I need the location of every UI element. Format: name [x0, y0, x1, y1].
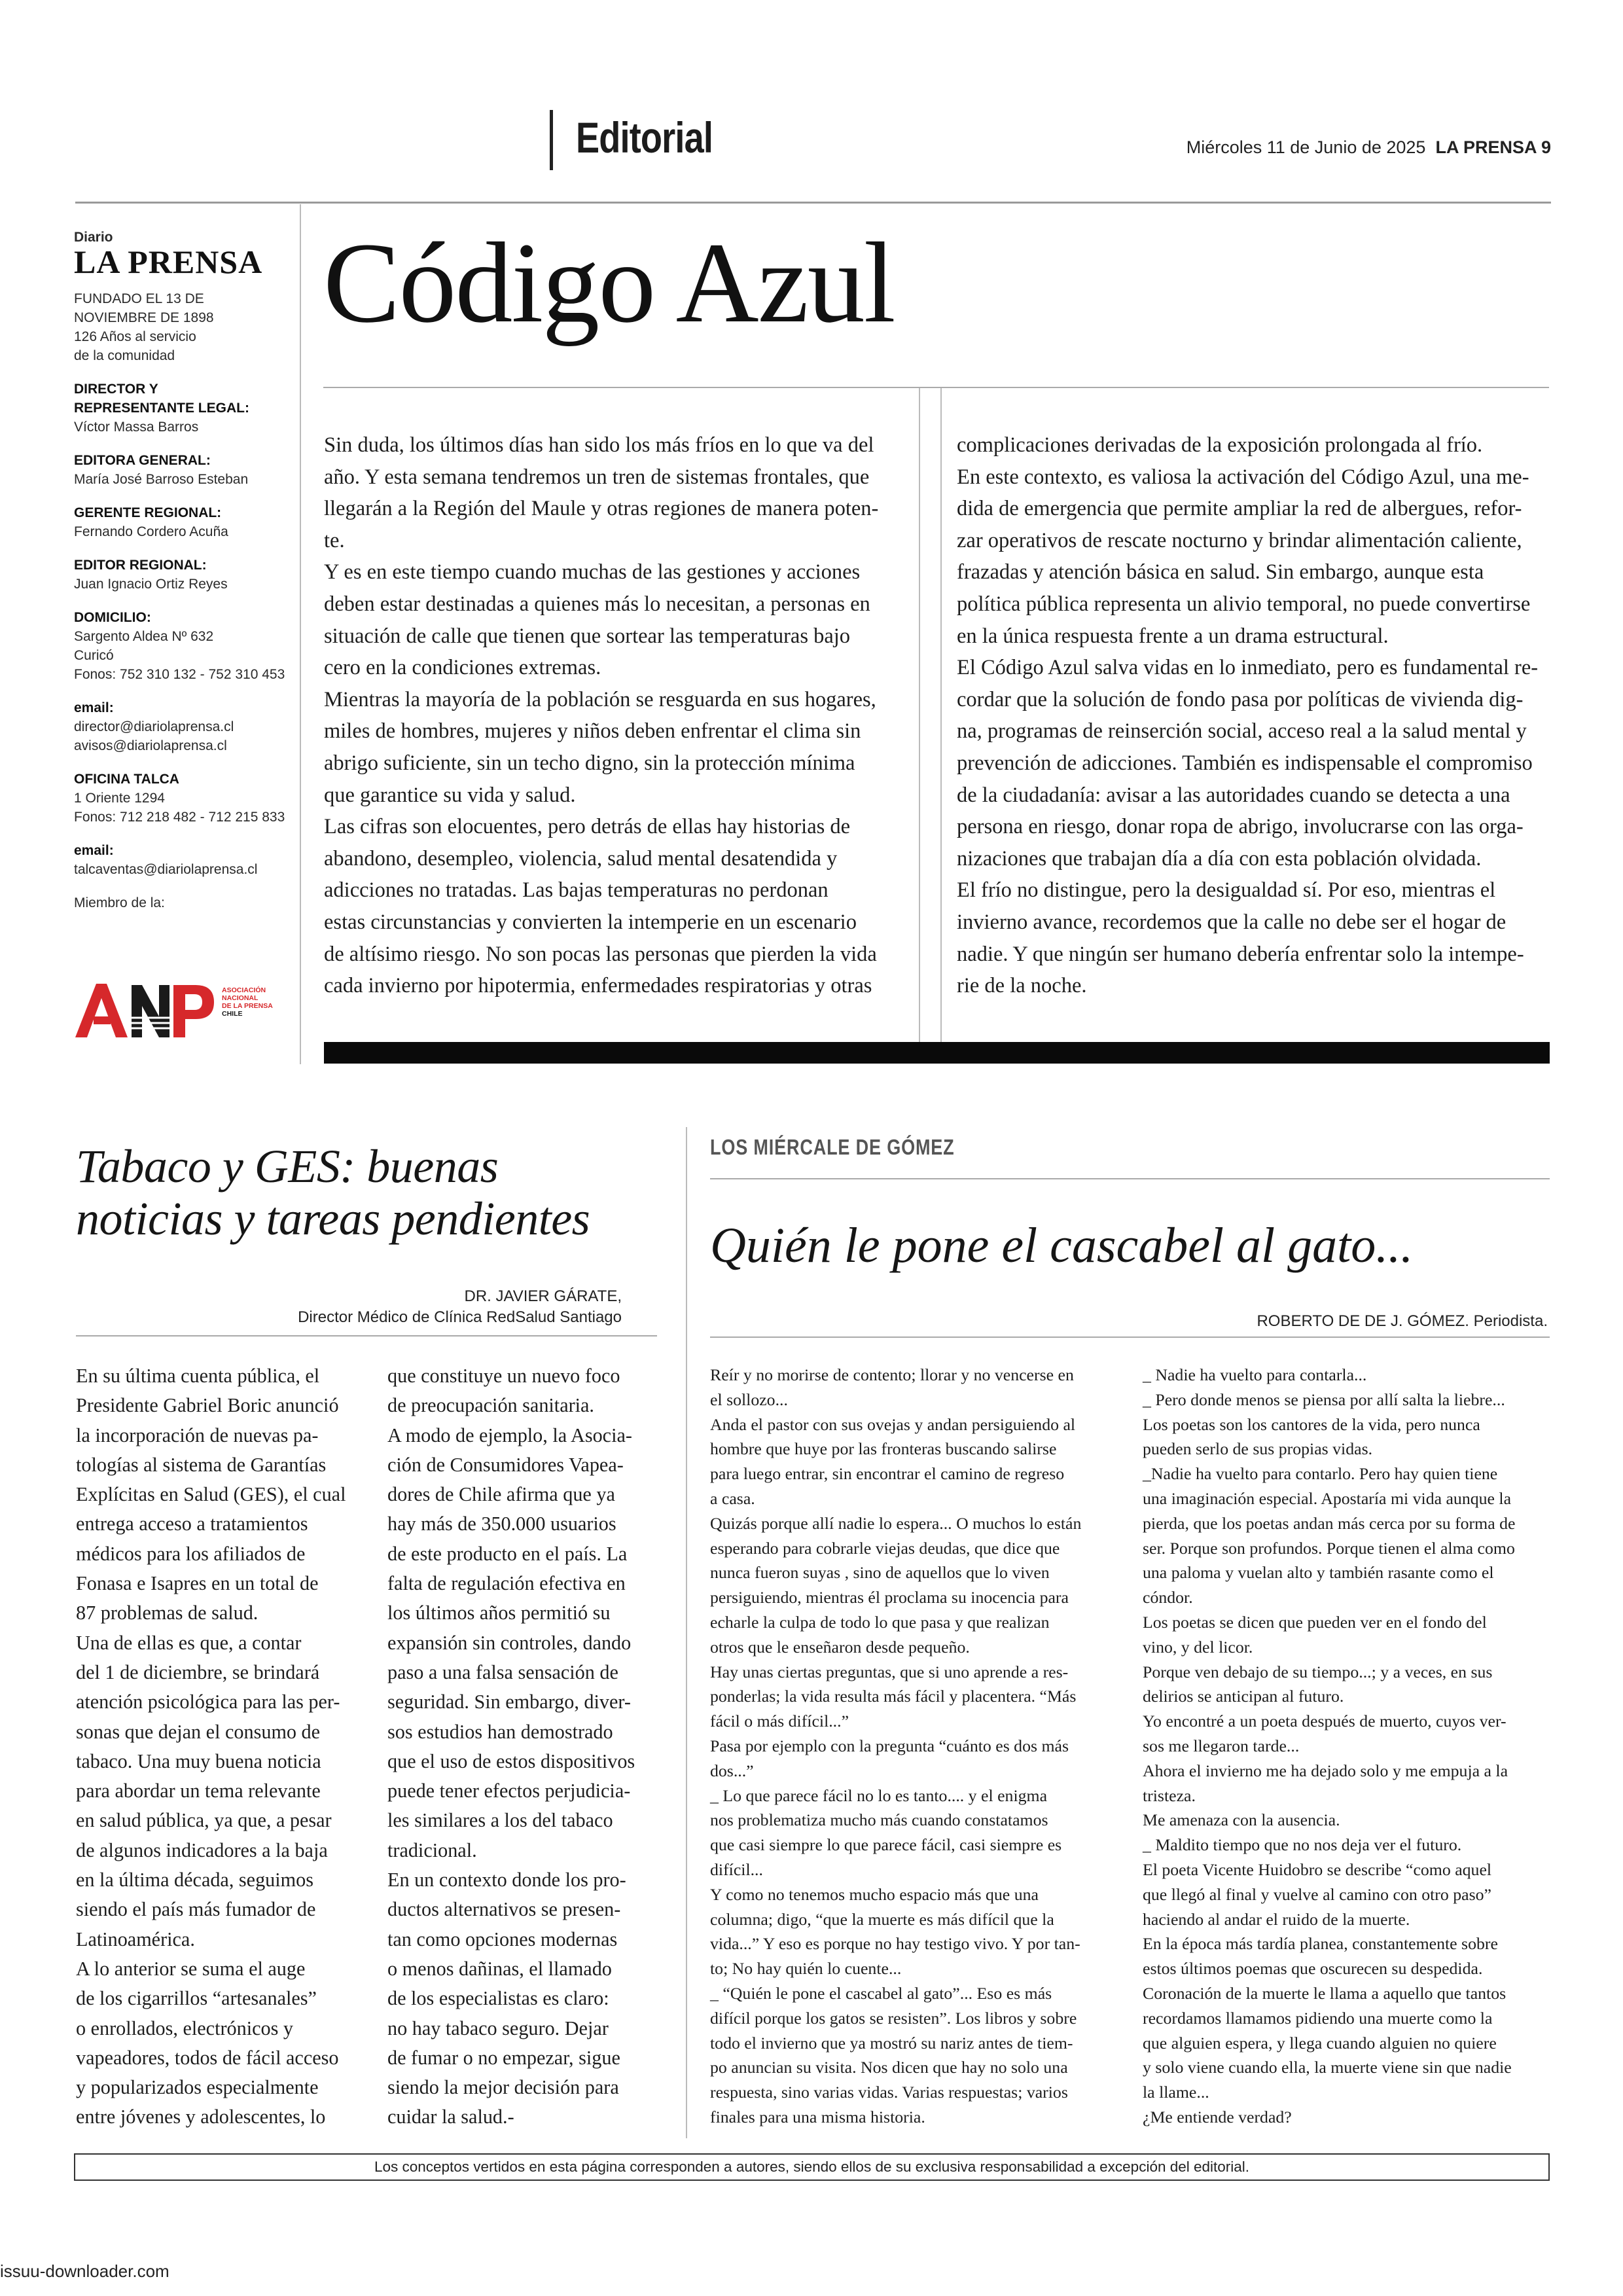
text-line: año. Y esta semana tendremos un tren de sistemas frontales, que — [324, 465, 870, 489]
text-line: de este producto en el país. La — [387, 1542, 628, 1565]
editorial-rule — [323, 387, 1549, 388]
text-line: ductos alternativos se presen- — [387, 1898, 621, 1921]
text-line: de fumar o no empezar, sigue — [387, 2046, 620, 2069]
email-link: director@diariolaprensa.cl — [74, 719, 234, 734]
text-line: falta de regulación efectiva en — [387, 1572, 626, 1595]
editora-block: EDITORA GENERAL: María José Barroso Esteban — [74, 453, 249, 487]
article1-column-2 — [387, 1361, 635, 2132]
text-line: _Nadie ha vuelto para contarlo. Pero hay quien tiene — [1143, 1464, 1498, 1484]
text-line: ser. Porque son profundos. Porque tienen el alma como — [1143, 1538, 1515, 1558]
article1-author-role: Director Médico de Clínica RedSalud Santiago — [298, 1308, 622, 1326]
masthead-sidebar — [74, 230, 283, 912]
text-line: dores de Chile afirma que ya — [387, 1483, 615, 1506]
text-line: difícil porque los gatos se resisten”. Los libros y sobre — [710, 2008, 1077, 2028]
text-line: na, programas de reinserción social, acceso real a la salud mental y — [957, 719, 1527, 744]
editorial-column-2 — [957, 429, 1538, 1002]
text-line: En la época más tardía planea, constantemente sobre — [1143, 1934, 1498, 1954]
text-line: rie de la noche. — [957, 974, 1087, 998]
text-line: sonas que dejan el consumo de — [76, 1720, 321, 1743]
kicker-rule — [710, 1178, 1550, 1179]
text-line: 87 problemas de salud. — [76, 1602, 259, 1624]
text-line: _ “Quién le pone el cascabel al gato”... Eso es más — [710, 1983, 1052, 2003]
text-line: El Código Azul salva vidas en lo inmediato, pero es fundamental re- — [957, 656, 1539, 680]
text-line: deben estar destinadas a quienes más lo necesitan, a personas en — [324, 592, 870, 616]
email-link: talcaventas@diariolaprensa.cl — [74, 862, 258, 877]
text-line: Ahora el invierno me ha dejado solo y me empuja a la — [1143, 1761, 1508, 1780]
text-line: entre jóvenes y adolescentes, lo — [76, 2106, 326, 2128]
text-line: vida...” Y eso es porque no hay testigo vivo. Y por tan- — [710, 1934, 1080, 1954]
text-line: Mientras la mayoría de la población se resguarda en sus hogares, — [324, 687, 876, 711]
oficina-block: OFICINA TALCA 1 Oriente 1294 Fonos: 712 218 482 - 712 215 833 — [74, 772, 285, 825]
text-line: echarle la culpa de todo lo que pasa y que realizan — [710, 1612, 1050, 1632]
text-line: Los poetas se dicen que pueden ver en el fondo del — [1143, 1612, 1487, 1632]
article2-title: Quién le pone el cascabel al gato... — [710, 1218, 1414, 1273]
text-line: tristeza. — [1143, 1785, 1196, 1805]
text-line: persona en riesgo, donar ropa de abrigo, involucrarse con las orga- — [957, 815, 1524, 839]
member-label: Miembro de la: — [74, 895, 165, 910]
text-line: abrigo suficiente, sin un techo digno, sin la protección mínima — [324, 751, 855, 775]
text-line: ción de Consumidores Vapea- — [387, 1453, 624, 1476]
text-line: sos estudios han demostrado — [387, 1720, 613, 1743]
text-line: en salud pública, ya que, a pesar — [76, 1809, 332, 1832]
text-line: En un contexto donde los pro- — [387, 1869, 626, 1892]
text-line: delirios se anticipan al futuro. — [1143, 1687, 1344, 1706]
text-line: llegarán a la Región del Maule y otras regiones de manera poten- — [324, 497, 879, 521]
text-line: tradicional. — [387, 1839, 477, 1861]
text-line: abandono, desempleo, violencia, salud mental desatendida y — [324, 846, 838, 870]
text-line: Pasa por ejemplo con la pregunta “cuánto es dos más — [710, 1736, 1069, 1755]
text-line: que el uso de estos dispositivos — [387, 1749, 635, 1772]
text-line: de los cigarrillos “artesanales” — [76, 1987, 317, 2010]
text-line: ¿Me entiende verdad? — [1143, 2107, 1292, 2126]
text-line: tan como opciones modernas — [387, 1928, 618, 1950]
text-line: esperando para cobrarle viejas deudas, que dice que — [710, 1538, 1060, 1558]
source-watermark: issuu-downloader.com — [0, 2261, 169, 2281]
text-line: seguridad. Sin embargo, diver- — [387, 1691, 631, 1713]
text-line: una imaginación especial. Apostaría mi vida aunque la — [1143, 1488, 1512, 1508]
disclaimer-text: Los conceptos vertidos en esta página corresponden a autores, siendo ellos de su exclusiva responsabilidad a excepción del editorial. — [374, 2159, 1250, 2175]
text-line: nos problematiza mucho más cuando constatamos — [710, 1810, 1048, 1830]
text-line: En su última cuenta pública, el — [76, 1365, 320, 1387]
text-line: los últimos años permitió su — [387, 1602, 611, 1624]
article2-kicker: LOS MIÉRCALE DE GÓMEZ — [710, 1135, 955, 1159]
text-line: una paloma y vuelan alto y también rasante como el — [1143, 1563, 1494, 1583]
text-line: _ Pero donde menos se piensa por allí salta la liebre... — [1143, 1390, 1505, 1409]
text-line: cóndor. — [1143, 1588, 1193, 1607]
text-line: médicos para los afiliados de — [76, 1542, 306, 1565]
text-line: la incorporación de nuevas pa- — [76, 1424, 319, 1446]
text-line: Me amenaza con la ausencia. — [1143, 1810, 1340, 1830]
text-line: respuesta, sino varias vidas. Varias respuestas; varios — [710, 2083, 1068, 2102]
editor-block: EDITOR REGIONAL: Juan Ignacio Ortiz Reyes — [74, 558, 228, 592]
text-line: que garantice su vida y salud. — [324, 783, 576, 807]
text-line: cada invierno por hipotermia, enfermedades respiratorias y otras — [324, 974, 872, 998]
text-line: A lo anterior se suma el auge — [76, 1957, 306, 1980]
text-line: en la única respuesta frente a un drama estructural. — [957, 624, 1389, 648]
text-line: frazadas y atención básica en salud. Sin embargo, aunque esta — [957, 560, 1484, 584]
text-line: Latinoamérica. — [76, 1928, 195, 1950]
text-line: vino, y del licor. — [1143, 1637, 1253, 1657]
director-block: DIRECTOR Y REPRESENTANTE LEGAL: Víctor Massa Barros — [74, 382, 249, 435]
dateline — [1186, 137, 1551, 158]
text-line: dos...” — [710, 1761, 754, 1780]
article1-column-1 — [76, 1361, 346, 2132]
text-line: que alguien espera, y llega cuando alguien no quiere — [1143, 2033, 1497, 2053]
text-line: política pública representa un alivio temporal, no puede convertirse — [957, 592, 1531, 616]
text-line: el sollozo... — [710, 1390, 788, 1409]
text-line: otros que le enseñaron desde pequeño. — [710, 1637, 970, 1657]
paper-page: LA PRENSA 9 — [1435, 137, 1551, 157]
text-line: paso a una falsa sensación de — [387, 1660, 618, 1683]
text-line: columna; digo, “que la muerte es más difícil que la — [710, 1909, 1054, 1929]
text-line: Porque ven debajo de su tiempo...; y a veces, en sus — [1143, 1662, 1493, 1681]
editorial-column-1 — [324, 429, 878, 1002]
text-line: Hay unas ciertas preguntas, que si uno aprende a res- — [710, 1662, 1069, 1681]
text-line: Los poetas son los cantores de la vida, pero nunca — [1143, 1414, 1480, 1434]
editorial-end-bar — [324, 1042, 1550, 1064]
email-block: email: director@diariolaprensa.cl avisos@diariolaprensa.cl — [74, 698, 283, 755]
text-line: de la ciudadanía: avisar a las autoridades cuando se detecta a una — [957, 783, 1510, 807]
gerente-block: GERENTE REGIONAL: Fernando Cordero Acuña — [74, 505, 228, 539]
text-line: Las cifras son elocuentes, pero detrás de ellas hay historias de — [324, 815, 851, 839]
text-line: ponderlas; la vida resulta más fácil y placentera. “Más — [710, 1687, 1077, 1706]
text-line: tologías al sistema de Garantías — [76, 1453, 327, 1476]
column-divider — [919, 388, 920, 1043]
text-line: difícil... — [710, 1859, 763, 1879]
text-line: siendo la mejor decisión para — [387, 2076, 619, 2099]
masthead-diario: Diario — [74, 230, 113, 245]
text-line: El poeta Vicente Huidobro se describe “como aquel — [1143, 1859, 1492, 1879]
text-line: _ Lo que parece fácil no lo es tanto.... y el enigma — [710, 1785, 1048, 1805]
article1-byline — [298, 1286, 622, 1328]
email2-block: email: talcaventas@diariolaprensa.cl — [74, 841, 283, 879]
text-line: tabaco. Una muy buena noticia — [76, 1749, 321, 1772]
text-line: En este contexto, es valiosa la activación del Código Azul, una me- — [957, 465, 1529, 489]
text-line: finales para una misma historia. — [710, 2107, 925, 2126]
text-line: te. — [324, 528, 345, 552]
text-line: nadie. Y que ningún ser humano debería enfrentar solo la intempe- — [957, 942, 1524, 966]
text-line: todo el invierno que ya mostró su nariz antes de tiem- — [710, 2033, 1073, 2053]
text-line: del 1 de diciembre, se brindará — [76, 1660, 320, 1683]
text-line: que casi siempre lo que parece fácil, casi siempre es — [710, 1835, 1062, 1855]
text-line: miles de hombres, mujeres y niños deben enfrentar el clima sin — [324, 719, 861, 744]
text-line: Una de ellas es que, a contar — [76, 1631, 302, 1654]
text-line: Anda el pastor con sus ovejas y andan persiguiendo al — [710, 1414, 1076, 1434]
anp-text: ASOCIACIÓN NACIONAL DE LA PRENSA CHILE — [222, 986, 273, 1018]
disclaimer-box — [74, 2153, 1550, 2181]
text-line: no hay tabaco seguro. Dejar — [387, 2017, 609, 2039]
text-line: cuidar la salud.- — [387, 2106, 514, 2128]
text-line: de altísimo riesgo. No son pocas las personas que pierden la vida — [324, 942, 877, 966]
article2-column-1 — [710, 1363, 1081, 2130]
header-divider — [550, 110, 553, 170]
text-line: hay más de 350.000 usuarios — [387, 1513, 616, 1535]
anp-logo — [74, 980, 283, 1042]
text-line: situación de calle que tienen que sortear las temperaturas bajo — [324, 624, 851, 648]
text-line: A modo de ejemplo, la Asocia- — [387, 1424, 632, 1446]
text-line: _ Maldito tiempo que no nos deja ver el futuro. — [1143, 1835, 1462, 1855]
text-line: Y como no tenemos mucho espacio más que una — [710, 1884, 1039, 1904]
text-line: Coronación de la muerte le llama a aquello que tantos — [1143, 1983, 1507, 2003]
text-line: para luego entrar, sin encontrar el camino de regreso — [710, 1464, 1065, 1484]
text-line: invierno avance, recordemos que la calle no debe ser el hogar de — [957, 910, 1507, 934]
text-line: o menos dañinas, el llamado — [387, 1957, 612, 1980]
article2-rule — [710, 1336, 1550, 1338]
text-line: les similares a los del tabaco — [387, 1809, 613, 1832]
text-line: Explícitas en Salud (GES), el cual — [76, 1483, 346, 1506]
text-line: que llegó al final y vuelve al camino con otro paso” — [1143, 1884, 1491, 1904]
issue-date: Miércoles 11 de Junio de 2025 — [1186, 137, 1426, 157]
text-line: de algunos indicadores a la baja — [76, 1839, 328, 1861]
masthead-logo: LA PRENSA — [74, 243, 263, 280]
text-line: estas circunstancias y convierten la intemperie en un escenario — [324, 910, 857, 934]
text-line: El frío no distingue, pero la desigualdad sí. Por eso, mientras el — [957, 878, 1496, 903]
email-link: avisos@diariolaprensa.cl — [74, 738, 227, 753]
text-line: estos últimos poemas que oscurecen su despedida. — [1143, 1959, 1483, 1979]
text-line: o enrollados, electrónicos y — [76, 2017, 293, 2039]
text-line: po anuncian su visita. Nos dicen que hay no solo una — [710, 2058, 1068, 2077]
article1-author: DR. JAVIER GÁRATE, — [464, 1287, 622, 1305]
section-title: Editorial — [576, 113, 713, 162]
text-line: cero en la condiciones extremas. — [324, 656, 601, 680]
domicilio-block: DOMICILIO: Sargento Aldea Nº 632 Curicó Fonos: 752 310 132 - 752 310 453 — [74, 610, 285, 682]
article2-author: ROBERTO DE DE J. GÓMEZ. Periodista. — [1257, 1312, 1548, 1330]
header-rule — [75, 202, 1551, 204]
text-line: expansión sin controles, dando — [387, 1631, 632, 1654]
sidebar-divider — [300, 204, 301, 1064]
text-line: Yo encontré a un poeta después de muerto, cuyos ver- — [1143, 1712, 1507, 1731]
text-line: a casa. — [710, 1488, 755, 1508]
text-line: persiguiendo, mientras él proclama su inocencia para — [710, 1588, 1069, 1607]
text-line: _ Nadie ha vuelto para contarla... — [1143, 1365, 1367, 1384]
text-line: atención psicológica para las per- — [76, 1691, 340, 1713]
text-line: y solo viene cuando ella, la muerte viene sin que nadie — [1143, 2058, 1512, 2077]
text-line: pueden serlo de sus propias vidas. — [1143, 1439, 1373, 1459]
text-line: dida de emergencia que permite ampliar la red de albergues, refor- — [957, 497, 1522, 521]
text-line: entrega acceso a tratamientos — [76, 1513, 308, 1535]
text-line: Reír y no morirse de contento; llorar y no vencerse en — [710, 1365, 1074, 1384]
text-line: vapeadores, todos de fácil acceso — [76, 2046, 339, 2069]
text-line: la llame... — [1143, 2083, 1209, 2102]
article1-rule — [76, 1335, 657, 1336]
text-line: en la última década, seguimos — [76, 1869, 313, 1892]
column-divider — [940, 388, 942, 1043]
text-line: prevención de adicciones. También es indispensable el compromiso — [957, 751, 1533, 775]
text-line: para abordar un tema relevante — [76, 1780, 321, 1803]
article1-title: Tabaco y GES: buenas noticias y tareas pendientes — [76, 1140, 590, 1245]
text-line: nizaciones que trabajan día a día con esta población olvidada. — [957, 846, 1482, 870]
text-line: adicciones no tratadas. Las bajas temperaturas no perdonan — [324, 878, 829, 903]
text-line: haciendo al andar el ruido de la muerte. — [1143, 1909, 1410, 1929]
text-line: Sin duda, los últimos días han sido los más fríos en lo que va del — [324, 433, 874, 457]
text-line: Fonasa e Isapres en un total de — [76, 1572, 319, 1595]
text-line: sos me llegaron tarde... — [1143, 1736, 1300, 1755]
text-line: fácil o más difícil...” — [710, 1712, 849, 1731]
editorial-title: Código Azul — [323, 219, 895, 347]
text-line: Presidente Gabriel Boric anunció — [76, 1394, 339, 1417]
text-line: complicaciones derivadas de la exposición prolongada al frío. — [957, 433, 1483, 457]
text-line: cordar que la solución de fondo pasa por políticas de vivienda dig- — [957, 687, 1524, 711]
text-line: pierda, que los poetas andan más cerca por su forma de — [1143, 1513, 1516, 1533]
text-line: to; No hay quién lo cuente... — [710, 1959, 902, 1979]
text-line: de preocupación sanitaria. — [387, 1394, 594, 1417]
text-line: siendo el país más fumador de — [76, 1898, 316, 1921]
article2-column-2 — [1143, 1363, 1515, 2130]
text-line: hombre que huye por las fronteras buscando salirse — [710, 1439, 1057, 1459]
text-line: que constituye un nuevo foco — [387, 1365, 620, 1387]
text-line: nunca fueron suyas , sino de aquellos que lo viven — [710, 1563, 1050, 1583]
text-line: de los especialistas es claro: — [387, 1987, 609, 2010]
text-line: y popularizados especialmente — [76, 2076, 319, 2099]
text-line: zar operativos de rescate nocturno y brindar alimentación caliente, — [957, 528, 1522, 552]
lower-column-divider — [686, 1127, 687, 2138]
text-line: Quizás porque allí nadie lo espera... O muchos lo están — [710, 1513, 1082, 1533]
text-line: puede tener efectos perjudicia- — [387, 1780, 631, 1803]
text-line: Y es en este tiempo cuando muchas de las gestiones y acciones — [324, 560, 861, 584]
founded-info: FUNDADO EL 13 DE NOVIEMBRE DE 1898 126 Años al servicio de la comunidad — [74, 291, 214, 363]
text-line: recordamos llamamos pidiendo una muerte como la — [1143, 2008, 1493, 2028]
